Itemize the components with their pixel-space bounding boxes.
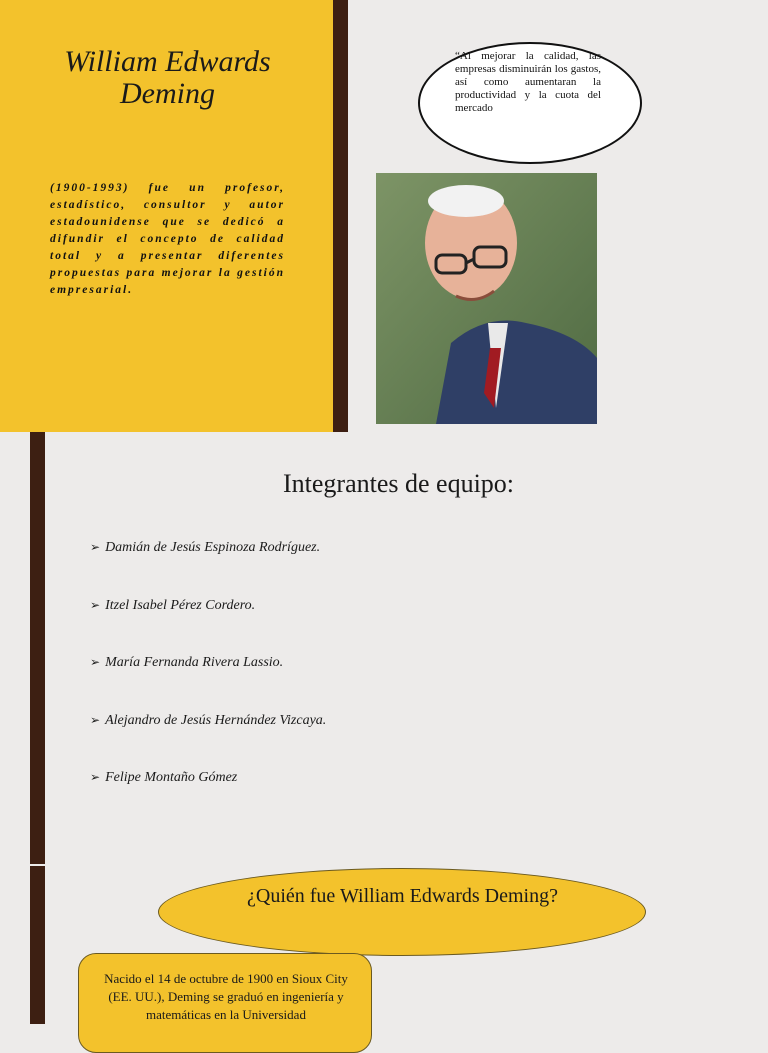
team-heading: Integrantes de equipo: — [283, 469, 515, 498]
team-member — [90, 538, 320, 557]
biography-box — [78, 953, 372, 1053]
team-member-name: Damián de Jesús Espinoza Rodríguez. — [105, 540, 321, 555]
arrow-bullet-icon: ➢ — [90, 540, 101, 554]
question-heading: ¿Quién fue William Edwards Deming? — [247, 885, 558, 907]
biography-text: Nacido el 14 de octubre de 1900 en Sioux City (EE. UU.), Deming se graduó en ingeniería y matemáticas en la Universidad — [104, 971, 348, 1022]
bio-paragraph: (1900-1993) fue un profesor, estadístico, consultor y autor estadounidense que se dedicó a difundir el concepto de calidad total y a presentar diferentes propuestas para mejorar la gestión empresarial. — [50, 182, 285, 296]
team-member — [90, 711, 326, 730]
team-member-name: María Fernanda Rivera Lassio. — [105, 655, 284, 670]
page-title: William Edwards Deming — [64, 45, 271, 110]
dark-vertical-bar-top — [333, 0, 348, 432]
arrow-bullet-icon: ➢ — [90, 598, 101, 612]
team-member-name: Itzel Isabel Pérez Cordero. — [105, 598, 256, 613]
portrait-photo-icon — [376, 173, 597, 424]
team-member-name: Alejandro de Jesús Hernández Vizcaya. — [105, 713, 327, 728]
portrait-photo — [376, 173, 597, 424]
arrow-bullet-icon: ➢ — [90, 770, 101, 784]
dark-vertical-bar-left — [30, 432, 45, 1024]
bar-separator — [30, 864, 45, 866]
team-member — [90, 596, 255, 615]
team-member-name: Felipe Montaño Gómez — [105, 770, 238, 785]
team-member — [90, 768, 237, 787]
quote-text: “Al mejorar la calidad, las empresas disminuirán los gastos, así como aumentaran la productividad y la cuota del mercado — [455, 50, 601, 114]
team-member — [90, 653, 283, 672]
arrow-bullet-icon: ➢ — [90, 655, 101, 669]
question-oval — [158, 868, 646, 956]
arrow-bullet-icon: ➢ — [90, 713, 101, 727]
